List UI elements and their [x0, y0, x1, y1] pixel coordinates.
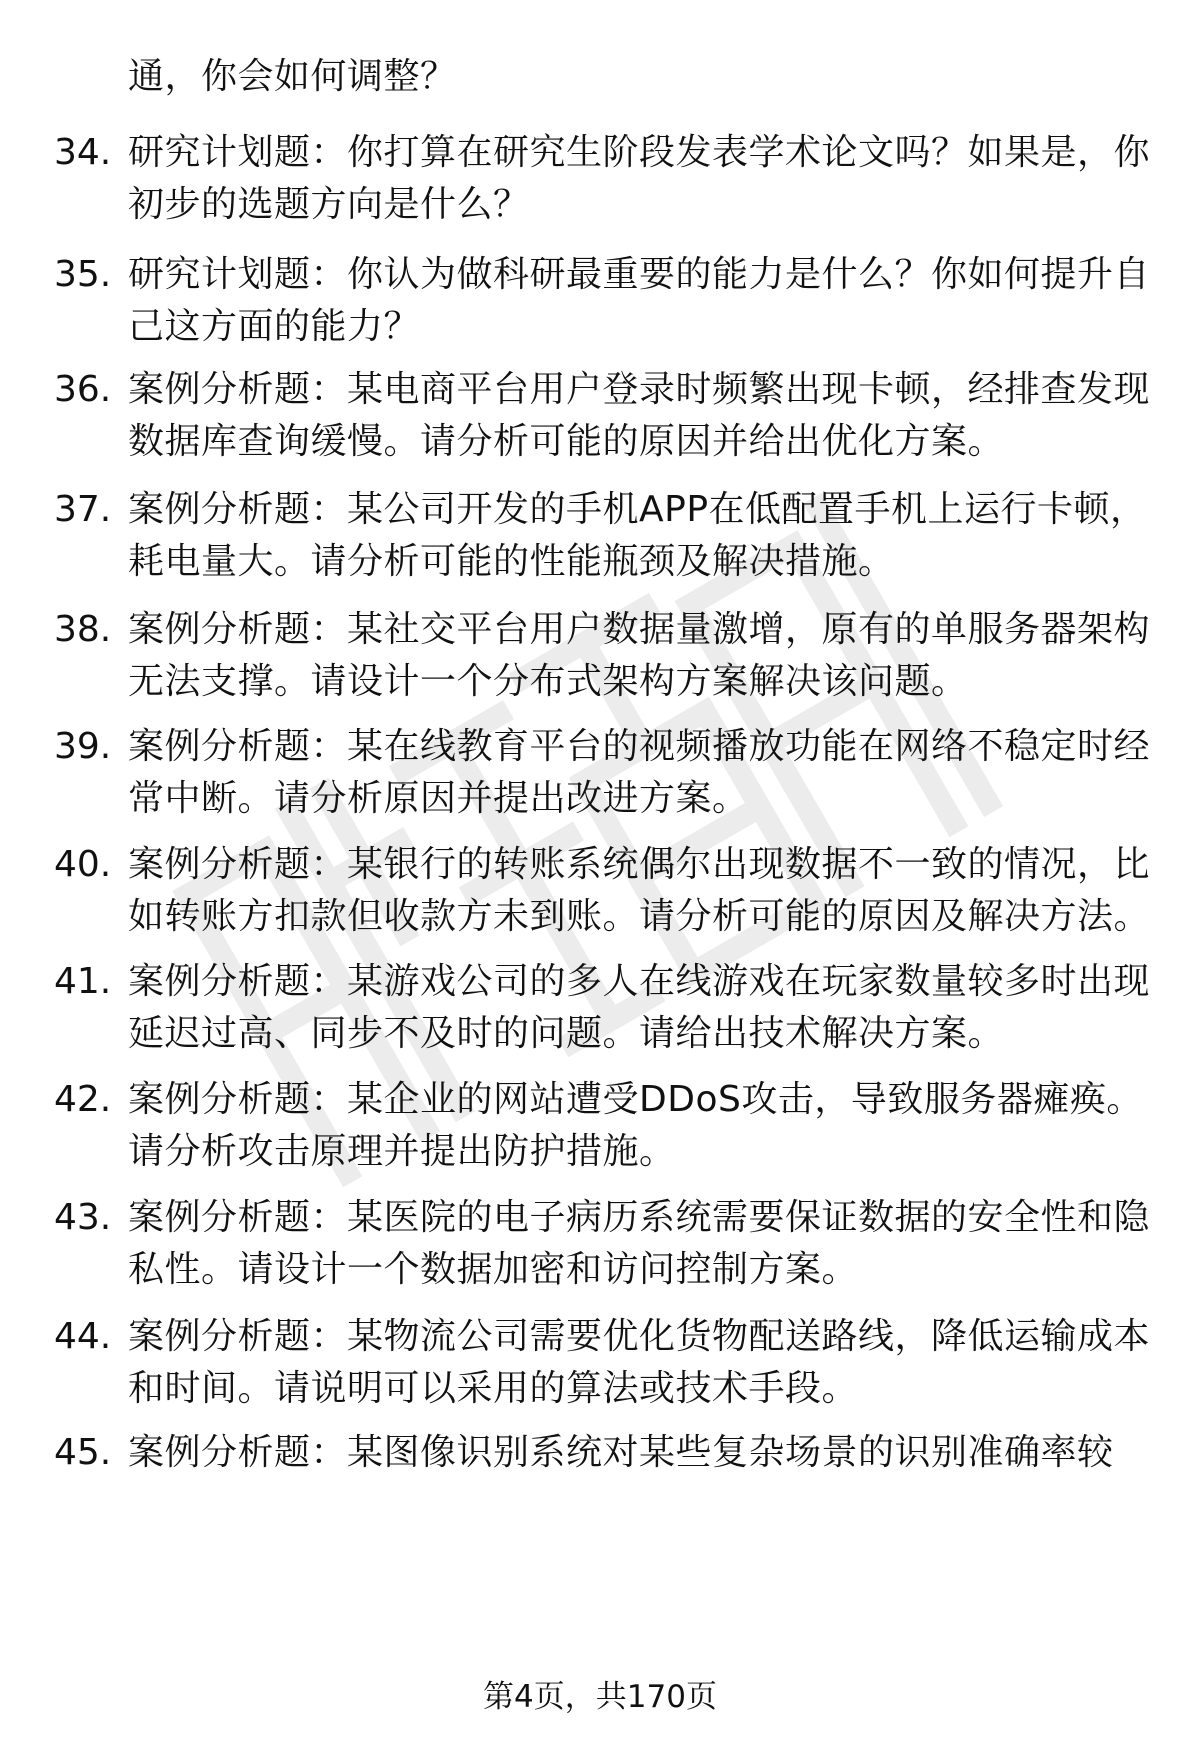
question-text-line: 初步的选题方向是什么？ — [128, 184, 530, 225]
question-text-line: 案例分析题：某公司开发的手机APP在低配置手机上运行卡顿， — [128, 489, 1147, 530]
question-number: 45. — [54, 1432, 112, 1473]
question-number: 39. — [54, 726, 112, 767]
question-text-line: 案例分析题：某物流公司需要优化货物配送路线，降低运输成本 — [128, 1316, 1151, 1357]
question-text-line: 延迟过高、同步不及时的问题。请给出技术解决方案。 — [128, 1013, 1005, 1054]
question-number: 37. — [54, 489, 112, 530]
question-text-line: 己这方面的能力？ — [128, 306, 421, 347]
question-text-line: 研究计划题：你认为做科研最重要的能力是什么？你如何提升自 — [128, 254, 1151, 295]
question-text-line: 案例分析题：某图像识别系统对某些复杂场景的识别准确率较 — [128, 1432, 1114, 1473]
question-number: 41. — [54, 961, 112, 1002]
question-number: 36. — [54, 369, 112, 410]
question-text-line: 案例分析题：某游戏公司的多人在线游戏在玩家数量较多时出现 — [128, 961, 1151, 1002]
question-text-line: 案例分析题：某电商平台用户登录时频繁出现卡顿，经排查发现 — [128, 369, 1151, 410]
question-text-line: 研究计划题：你打算在研究生阶段发表学术论文吗？如果是，你 — [128, 132, 1151, 173]
question-number: 34. — [54, 132, 112, 173]
question-number: 40. — [54, 844, 112, 885]
question-text-line: 案例分析题：某企业的网站遭受DDoS攻击，导致服务器瘫痪。 — [128, 1079, 1143, 1120]
question-text-line: 案例分析题：某在线教育平台的视频播放功能在网络不稳定时经 — [128, 726, 1151, 767]
question-number: 38. — [54, 609, 112, 650]
question-text-line: 案例分析题：某社交平台用户数据量激增，原有的单服务器架构 — [128, 609, 1151, 650]
page-footer: 第4页，共170页 — [483, 1679, 717, 1715]
question-text-line: 案例分析题：某医院的电子病历系统需要保证数据的安全性和隐 — [128, 1197, 1151, 1238]
question-text-line: 耗电量大。请分析可能的性能瓶颈及解决措施。 — [128, 541, 895, 582]
question-text-line: 数据库查询缓慢。请分析可能的原因并给出优化方案。 — [128, 421, 1005, 462]
question-text-line: 案例分析题：某银行的转账系统偶尔出现数据不一致的情况，比 — [128, 844, 1151, 885]
question-number: 43. — [54, 1197, 112, 1238]
question-text-line: 通，你会如何调整？ — [128, 56, 457, 97]
question-text-line: 常中断。请分析原因并提出改进方案。 — [128, 778, 749, 819]
question-number: 35. — [54, 254, 112, 295]
question-text-line: 和时间。请说明可以采用的算法或技术手段。 — [128, 1368, 859, 1409]
question-number: 44. — [54, 1316, 112, 1357]
question-text-line: 请分析攻击原理并提出防护措施。 — [128, 1131, 676, 1172]
question-number: 42. — [54, 1079, 112, 1120]
question-text-line: 无法支撑。请设计一个分布式架构方案解决该问题。 — [128, 661, 968, 702]
question-text-line: 如转账方扣款但收款方未到账。请分析可能的原因及解决方法。 — [128, 896, 1151, 937]
question-text-line: 私性。请设计一个数据加密和访问控制方案。 — [128, 1249, 859, 1290]
